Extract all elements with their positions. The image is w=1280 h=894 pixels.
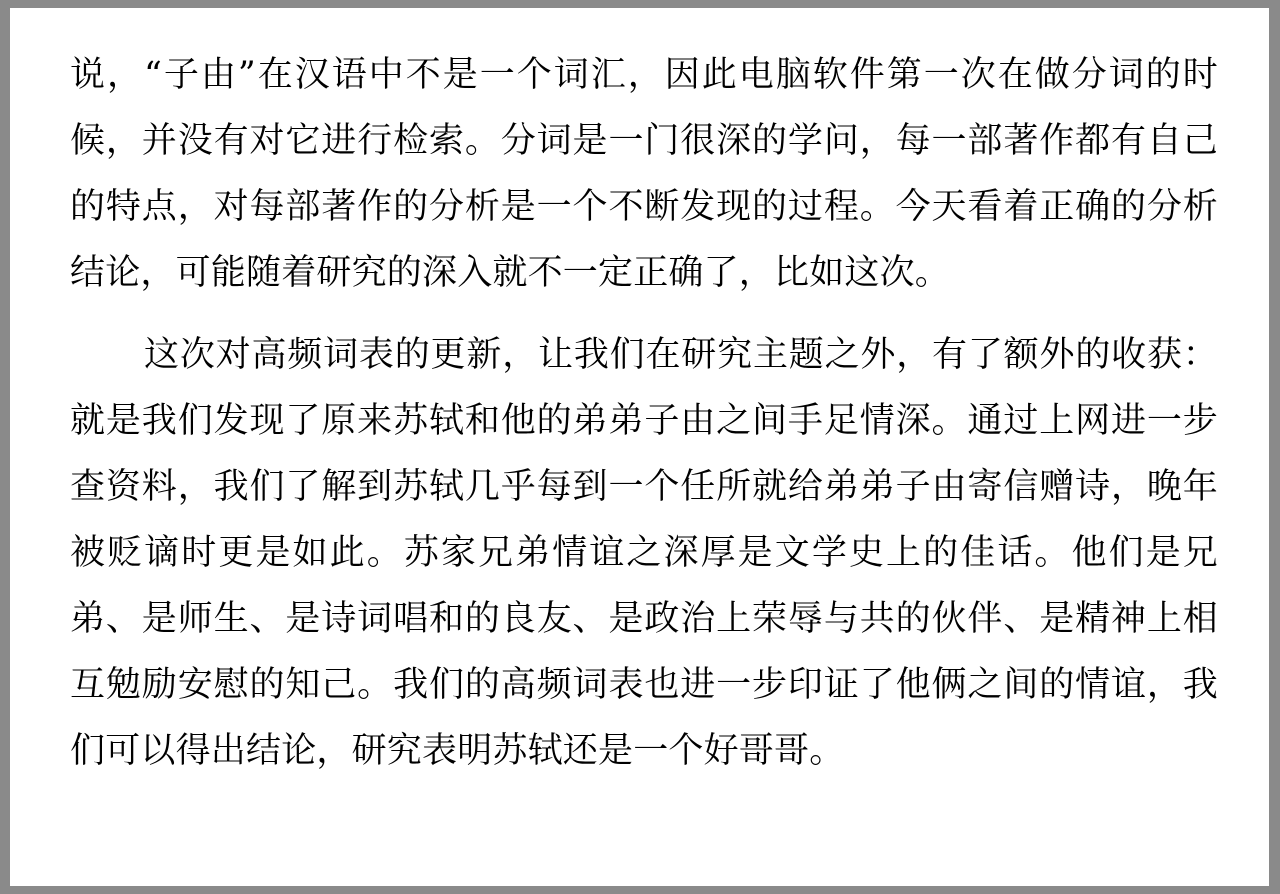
paragraph-1: 说，“子由”在汉语中不是一个词汇，因此电脑软件第一次在做分词的时候，并没有对它进行检索。分词是一门很深的学问，每一部著作都有自己的特点，对每部著作的分析是一个不断发现的过程。今天看着正确的分析结论，可能随着研究的深入就不一定正确了，比如这次。 [70, 55, 1218, 293]
paragraph-2: 这次对高频词表的更新，让我们在研究主题之外，有了额外的收获：就是我们发现了原来苏轼和他的弟弟子由之间手足情深。通过上网进一步查资料，我们了解到苏轼几乎每到一个任所就给弟弟子由寄信赠诗，晚年被贬谪时更是如此。苏家兄弟情谊之深厚是文学史上的佳话。他们是兄弟、是师生、是诗词唱和的良友、是政治上荣辱与共的伙伴、是精神上相互勉励安慰的知己。我们的高频词表也进一步印证了他俩之间的情谊，我们可以得出结论，研究表明苏轼还是一个好哥哥。 [70, 335, 1218, 771]
document-page [10, 8, 1269, 886]
document-text-body [70, 42, 1218, 786]
